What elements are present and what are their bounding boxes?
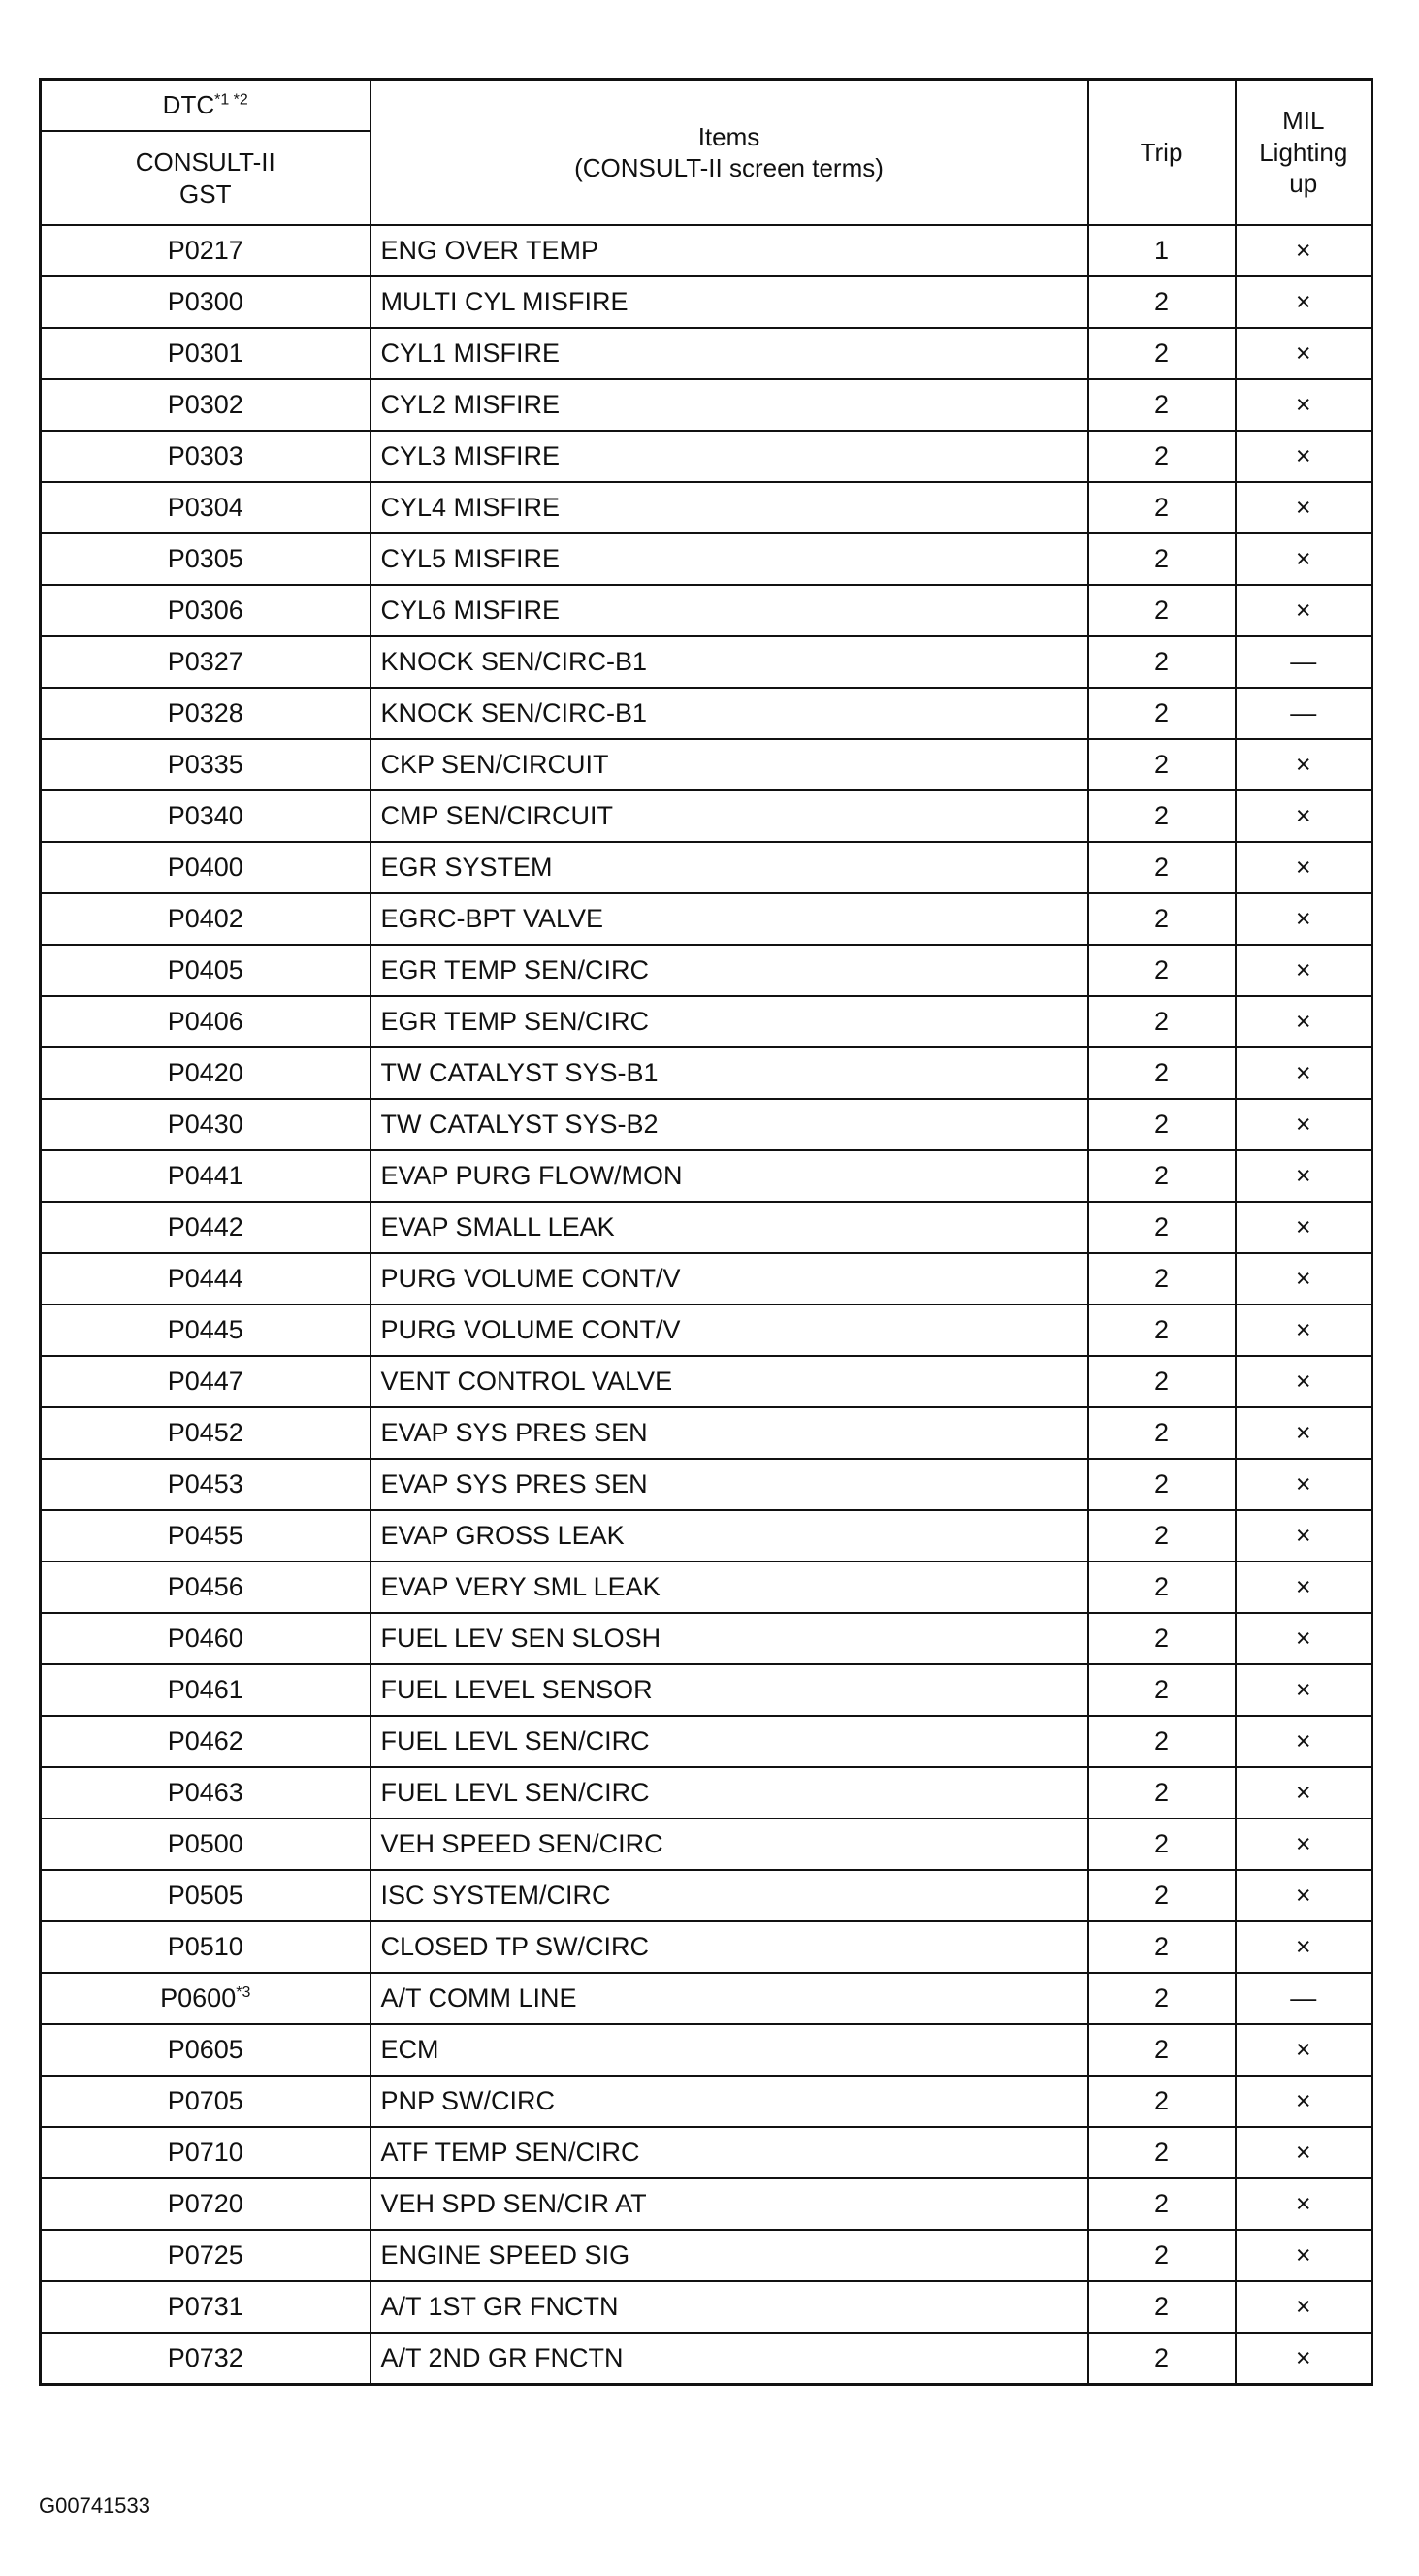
- table-row: [41, 533, 1372, 585]
- dtc-code: P0510: [167, 1932, 243, 1961]
- dtc-code-cell: [41, 1356, 371, 1407]
- item-cell: VENT CONTROL VALVE: [371, 1356, 1088, 1407]
- trip-cell: 2: [1088, 1047, 1236, 1099]
- dtc-code: P0420: [167, 1058, 243, 1087]
- dtc-code: P0452: [167, 1418, 243, 1447]
- trip-cell: 2: [1088, 328, 1236, 379]
- dtc-code-cell: [41, 1510, 371, 1562]
- dtc-code-cell: [41, 1562, 371, 1613]
- consult-gst-header: CONSULT-II GST: [41, 131, 371, 225]
- item-cell: FUEL LEVL SEN/CIRC: [371, 1767, 1088, 1819]
- mil-cell: ×: [1236, 739, 1372, 790]
- item-cell: CYL2 MISFIRE: [371, 379, 1088, 431]
- dtc-header-label: DTC: [162, 90, 215, 120]
- item-cell: MULTI CYL MISFIRE: [371, 276, 1088, 328]
- item-cell: PURG VOLUME CONT/V: [371, 1304, 1088, 1356]
- table-row: [41, 688, 1372, 739]
- table-row: [41, 2178, 1372, 2230]
- trip-cell: 2: [1088, 2127, 1236, 2178]
- dtc-code: P0600: [160, 1983, 237, 2012]
- item-cell: CYL1 MISFIRE: [371, 328, 1088, 379]
- table-row: [41, 1407, 1372, 1459]
- mil-cell: ×: [1236, 1510, 1372, 1562]
- mil-cell: ×: [1236, 1767, 1372, 1819]
- trip-cell: 2: [1088, 1870, 1236, 1921]
- dtc-code: P0605: [167, 2035, 243, 2064]
- table-row: [41, 225, 1372, 276]
- item-cell: PNP SW/CIRC: [371, 2076, 1088, 2127]
- trip-cell: 2: [1088, 1407, 1236, 1459]
- trip-cell: 1: [1088, 225, 1236, 276]
- table-row: [41, 1202, 1372, 1253]
- dtc-code: P0461: [167, 1675, 243, 1704]
- trip-cell: 2: [1088, 1562, 1236, 1613]
- dtc-code: P0400: [167, 853, 243, 882]
- mil-cell: ×: [1236, 1459, 1372, 1510]
- table-row: [41, 2333, 1372, 2385]
- table-row: [41, 585, 1372, 636]
- trip-cell: 2: [1088, 893, 1236, 945]
- mil-cell: ×: [1236, 842, 1372, 893]
- mil-cell: ×: [1236, 1921, 1372, 1973]
- trip-cell: 2: [1088, 739, 1236, 790]
- table-row: [41, 2281, 1372, 2333]
- mil-cell: ×: [1236, 945, 1372, 996]
- table-row: [41, 1562, 1372, 1613]
- dtc-footnote: *3: [236, 1984, 251, 2001]
- dtc-code: P0720: [167, 2189, 243, 2218]
- table-row: [41, 1664, 1372, 1716]
- table-row: [41, 2230, 1372, 2281]
- item-cell: CKP SEN/CIRCUIT: [371, 739, 1088, 790]
- dtc-code: P0306: [167, 596, 243, 625]
- mil-cell: ×: [1236, 379, 1372, 431]
- dtc-code: P0447: [167, 1367, 243, 1396]
- trip-cell: 2: [1088, 1150, 1236, 1202]
- dtc-code-cell: [41, 2281, 371, 2333]
- dtc-code-cell: [41, 328, 371, 379]
- table-row: [41, 945, 1372, 996]
- table-row: [41, 431, 1372, 482]
- table-row: [41, 1767, 1372, 1819]
- mil-cell: ×: [1236, 893, 1372, 945]
- item-cell: EGRC-BPT VALVE: [371, 893, 1088, 945]
- table-row: [41, 893, 1372, 945]
- dtc-code-cell: [41, 996, 371, 1047]
- item-cell: EVAP GROSS LEAK: [371, 1510, 1088, 1562]
- mil-cell: ×: [1236, 1870, 1372, 1921]
- item-cell: ECM: [371, 2024, 1088, 2076]
- item-cell: CLOSED TP SW/CIRC: [371, 1921, 1088, 1973]
- dtc-code: P0453: [167, 1469, 243, 1498]
- dtc-code: P0406: [167, 1007, 243, 1036]
- item-cell: EVAP SYS PRES SEN: [371, 1459, 1088, 1510]
- item-cell: CYL5 MISFIRE: [371, 533, 1088, 585]
- table-row: [41, 1356, 1372, 1407]
- dtc-table: [39, 78, 1373, 2386]
- mil-cell: ×: [1236, 1716, 1372, 1767]
- table-row: [41, 1819, 1372, 1870]
- items-header: Items (CONSULT-II screen terms): [371, 80, 1088, 226]
- item-cell: TW CATALYST SYS-B2: [371, 1099, 1088, 1150]
- dtc-code-cell: [41, 1253, 371, 1304]
- mil-cell: ×: [1236, 328, 1372, 379]
- table-row: [41, 790, 1372, 842]
- dtc-code-cell: [41, 1870, 371, 1921]
- item-cell: EGR TEMP SEN/CIRC: [371, 945, 1088, 996]
- mil-cell: ×: [1236, 790, 1372, 842]
- dtc-code: P0302: [167, 390, 243, 419]
- item-cell: TW CATALYST SYS-B1: [371, 1047, 1088, 1099]
- dtc-code: P0455: [167, 1521, 243, 1550]
- mil-cell: —: [1236, 636, 1372, 688]
- item-cell: ATF TEMP SEN/CIRC: [371, 2127, 1088, 2178]
- trip-cell: 2: [1088, 2281, 1236, 2333]
- item-cell: EVAP SMALL LEAK: [371, 1202, 1088, 1253]
- dtc-code: P0304: [167, 493, 243, 522]
- dtc-code-cell: [41, 585, 371, 636]
- table-row: [41, 1459, 1372, 1510]
- dtc-code: P0303: [167, 441, 243, 470]
- dtc-code-cell: [41, 533, 371, 585]
- dtc-code: P0710: [167, 2138, 243, 2167]
- dtc-code-cell: [41, 2178, 371, 2230]
- dtc-code-cell: [41, 1613, 371, 1664]
- figure-reference: G00741533: [39, 2494, 150, 2518]
- dtc-code-cell: [41, 1407, 371, 1459]
- mil-cell: ×: [1236, 1819, 1372, 1870]
- mil-cell: ×: [1236, 2127, 1372, 2178]
- table-row: [41, 1150, 1372, 1202]
- trip-cell: 2: [1088, 276, 1236, 328]
- trip-cell: 2: [1088, 1613, 1236, 1664]
- table-row: [41, 482, 1372, 533]
- item-cell: KNOCK SEN/CIRC-B1: [371, 636, 1088, 688]
- mil-cell: ×: [1236, 1253, 1372, 1304]
- trip-cell: 2: [1088, 2024, 1236, 2076]
- trip-cell: 2: [1088, 1202, 1236, 1253]
- mil-cell: ×: [1236, 276, 1372, 328]
- item-cell: A/T COMM LINE: [371, 1973, 1088, 2024]
- dtc-code: P0463: [167, 1778, 243, 1807]
- dtc-code: P0500: [167, 1829, 243, 1858]
- table-row: [41, 1099, 1372, 1150]
- item-cell: VEH SPD SEN/CIR AT: [371, 2178, 1088, 2230]
- trip-cell: 2: [1088, 636, 1236, 688]
- trip-cell: 2: [1088, 1664, 1236, 1716]
- dtc-code-cell: [41, 1047, 371, 1099]
- mil-cell: ×: [1236, 1407, 1372, 1459]
- dtc-code-cell: [41, 1921, 371, 1973]
- dtc-code: P0456: [167, 1572, 243, 1601]
- dtc-code-cell: [41, 431, 371, 482]
- dtc-code-cell: [41, 1973, 371, 2024]
- dtc-code: P0705: [167, 2086, 243, 2115]
- item-cell: ISC SYSTEM/CIRC: [371, 1870, 1088, 1921]
- dtc-code-cell: [41, 1819, 371, 1870]
- table-header: [41, 80, 1372, 226]
- trip-cell: 2: [1088, 688, 1236, 739]
- dtc-code-cell: [41, 1150, 371, 1202]
- trip-cell: 2: [1088, 2230, 1236, 2281]
- item-cell: EVAP PURG FLOW/MON: [371, 1150, 1088, 1202]
- dtc-code: P0328: [167, 698, 243, 727]
- dtc-code-cell: [41, 2024, 371, 2076]
- mil-cell: ×: [1236, 585, 1372, 636]
- dtc-header: [41, 80, 371, 132]
- mil-cell: ×: [1236, 533, 1372, 585]
- mil-cell: —: [1236, 688, 1372, 739]
- dtc-code-cell: [41, 379, 371, 431]
- mil-cell: —: [1236, 1973, 1372, 2024]
- trip-cell: 2: [1088, 1253, 1236, 1304]
- trip-cell: 2: [1088, 1459, 1236, 1510]
- mil-cell: ×: [1236, 2333, 1372, 2385]
- table-row: [41, 1870, 1372, 1921]
- dtc-code-cell: [41, 225, 371, 276]
- trip-cell: 2: [1088, 1304, 1236, 1356]
- dtc-code: P0305: [167, 544, 243, 573]
- table-row: [41, 1921, 1372, 1973]
- dtc-code: P0340: [167, 801, 243, 830]
- trip-cell: 2: [1088, 379, 1236, 431]
- trip-cell: 2: [1088, 482, 1236, 533]
- dtc-code-cell: [41, 739, 371, 790]
- item-cell: ENG OVER TEMP: [371, 225, 1088, 276]
- header-row-top: [41, 80, 1372, 132]
- item-cell: CYL4 MISFIRE: [371, 482, 1088, 533]
- dtc-code: P0444: [167, 1264, 243, 1293]
- dtc-code: P0725: [167, 2240, 243, 2270]
- dtc-code-cell: [41, 482, 371, 533]
- table-row: [41, 1510, 1372, 1562]
- trip-header: Trip: [1088, 80, 1236, 226]
- trip-cell: 2: [1088, 790, 1236, 842]
- table-row: [41, 739, 1372, 790]
- item-cell: CYL3 MISFIRE: [371, 431, 1088, 482]
- item-cell: CMP SEN/CIRCUIT: [371, 790, 1088, 842]
- dtc-code-cell: [41, 688, 371, 739]
- table-row: [41, 636, 1372, 688]
- dtc-code-cell: [41, 2333, 371, 2385]
- table-row: [41, 842, 1372, 893]
- table-row: [41, 328, 1372, 379]
- table-row: [41, 276, 1372, 328]
- dtc-code: P0505: [167, 1881, 243, 1910]
- dtc-code: P0430: [167, 1110, 243, 1139]
- dtc-code: P0445: [167, 1315, 243, 1344]
- dtc-code: P0335: [167, 750, 243, 779]
- item-cell: EVAP VERY SML LEAK: [371, 1562, 1088, 1613]
- item-cell: CYL6 MISFIRE: [371, 585, 1088, 636]
- trip-cell: 2: [1088, 1819, 1236, 1870]
- item-cell: EGR TEMP SEN/CIRC: [371, 996, 1088, 1047]
- item-cell: FUEL LEV SEN SLOSH: [371, 1613, 1088, 1664]
- dtc-code-cell: [41, 2076, 371, 2127]
- dtc-code-cell: [41, 276, 371, 328]
- table-row: [41, 379, 1372, 431]
- dtc-code-cell: [41, 636, 371, 688]
- mil-cell: ×: [1236, 1047, 1372, 1099]
- trip-cell: 2: [1088, 945, 1236, 996]
- table-body: [41, 225, 1372, 2385]
- dtc-code: P0217: [167, 236, 243, 265]
- trip-cell: 2: [1088, 2333, 1236, 2385]
- dtc-code: P0300: [167, 287, 243, 316]
- mil-cell: ×: [1236, 482, 1372, 533]
- mil-cell: ×: [1236, 2230, 1372, 2281]
- trip-cell: 2: [1088, 996, 1236, 1047]
- dtc-code-cell: [41, 1459, 371, 1510]
- dtc-code: P0441: [167, 1161, 243, 1190]
- dtc-code-cell: [41, 1304, 371, 1356]
- trip-cell: 2: [1088, 1356, 1236, 1407]
- dtc-code-cell: [41, 842, 371, 893]
- item-cell: FUEL LEVEL SENSOR: [371, 1664, 1088, 1716]
- trip-cell: 2: [1088, 1973, 1236, 2024]
- mil-cell: ×: [1236, 1202, 1372, 1253]
- mil-cell: ×: [1236, 1356, 1372, 1407]
- dtc-code-cell: [41, 1664, 371, 1716]
- mil-cell: ×: [1236, 1304, 1372, 1356]
- trip-cell: 2: [1088, 1510, 1236, 1562]
- item-cell: A/T 2ND GR FNCTN: [371, 2333, 1088, 2385]
- table-row: [41, 2076, 1372, 2127]
- trip-cell: 2: [1088, 1767, 1236, 1819]
- item-cell: FUEL LEVL SEN/CIRC: [371, 1716, 1088, 1767]
- table-row: [41, 1973, 1372, 2024]
- trip-cell: 2: [1088, 1921, 1236, 1973]
- table-row: [41, 1253, 1372, 1304]
- item-cell: PURG VOLUME CONT/V: [371, 1253, 1088, 1304]
- dtc-code-cell: [41, 1099, 371, 1150]
- dtc-code-cell: [41, 1716, 371, 1767]
- dtc-header-footnote: *1 *2: [214, 91, 248, 109]
- dtc-code: P0460: [167, 1624, 243, 1653]
- mil-cell: ×: [1236, 431, 1372, 482]
- trip-cell: 2: [1088, 2178, 1236, 2230]
- mil-cell: ×: [1236, 2281, 1372, 2333]
- dtc-code: P0732: [167, 2343, 243, 2372]
- dtc-code: P0731: [167, 2292, 243, 2321]
- item-cell: A/T 1ST GR FNCTN: [371, 2281, 1088, 2333]
- mil-cell: ×: [1236, 996, 1372, 1047]
- mil-cell: ×: [1236, 225, 1372, 276]
- table-row: [41, 1047, 1372, 1099]
- mil-cell: ×: [1236, 1099, 1372, 1150]
- dtc-code-cell: [41, 945, 371, 996]
- trip-cell: 2: [1088, 2076, 1236, 2127]
- dtc-code: P0442: [167, 1212, 243, 1241]
- dtc-code-cell: [41, 2230, 371, 2281]
- dtc-code: P0301: [167, 338, 243, 368]
- trip-cell: 2: [1088, 533, 1236, 585]
- trip-cell: 2: [1088, 431, 1236, 482]
- mil-cell: ×: [1236, 1562, 1372, 1613]
- dtc-code-cell: [41, 2127, 371, 2178]
- dtc-code: P0462: [167, 1726, 243, 1755]
- trip-cell: 2: [1088, 1716, 1236, 1767]
- mil-cell: ×: [1236, 1613, 1372, 1664]
- dtc-code-cell: [41, 790, 371, 842]
- trip-cell: 2: [1088, 842, 1236, 893]
- mil-cell: ×: [1236, 2178, 1372, 2230]
- item-cell: KNOCK SEN/CIRC-B1: [371, 688, 1088, 739]
- item-cell: EVAP SYS PRES SEN: [371, 1407, 1088, 1459]
- table-row: [41, 1304, 1372, 1356]
- table-row: [41, 1716, 1372, 1767]
- mil-cell: ×: [1236, 2024, 1372, 2076]
- item-cell: ENGINE SPEED SIG: [371, 2230, 1088, 2281]
- dtc-code-cell: [41, 1202, 371, 1253]
- item-cell: EGR SYSTEM: [371, 842, 1088, 893]
- table-row: [41, 1613, 1372, 1664]
- trip-cell: 2: [1088, 1099, 1236, 1150]
- table-row: [41, 2024, 1372, 2076]
- table-row: [41, 2127, 1372, 2178]
- mil-header: MIL Lighting up: [1236, 80, 1372, 226]
- mil-cell: ×: [1236, 2076, 1372, 2127]
- dtc-code: P0402: [167, 904, 243, 933]
- item-cell: VEH SPEED SEN/CIRC: [371, 1819, 1088, 1870]
- mil-cell: ×: [1236, 1150, 1372, 1202]
- dtc-code-cell: [41, 893, 371, 945]
- table-row: [41, 996, 1372, 1047]
- dtc-code: P0405: [167, 955, 243, 984]
- dtc-code: P0327: [167, 647, 243, 676]
- mil-cell: ×: [1236, 1664, 1372, 1716]
- trip-cell: 2: [1088, 585, 1236, 636]
- dtc-code-cell: [41, 1767, 371, 1819]
